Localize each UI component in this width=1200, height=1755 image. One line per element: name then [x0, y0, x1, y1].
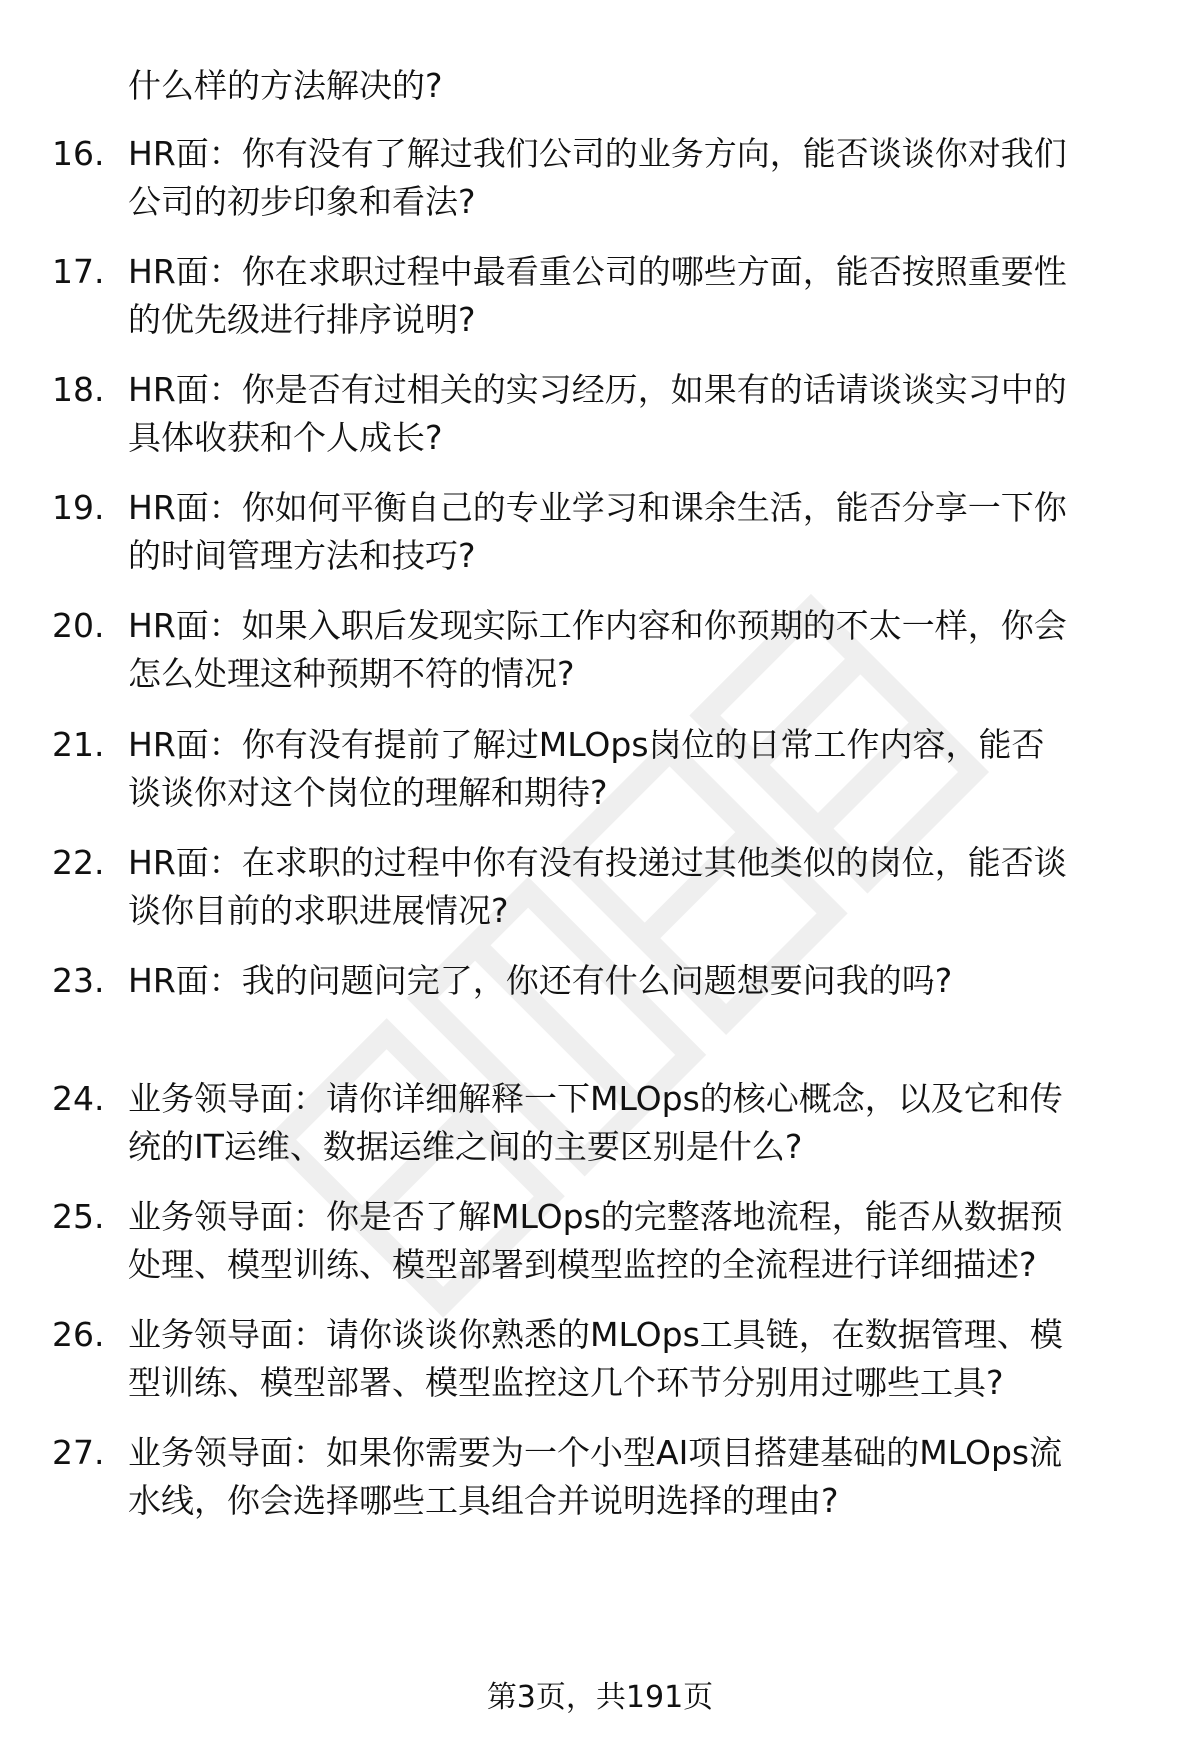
question-line-2: 处理、模型训练、模型部署到模型监控的全流程进行详细描述? [128, 1245, 1037, 1284]
question-number: 20. [52, 606, 105, 645]
question-number: 25. [52, 1197, 105, 1236]
question-line-1: HR面：我的问题问完了，你还有什么问题想要问我的吗? [128, 961, 953, 1000]
page-footer: 第3页，共191页 [486, 1680, 714, 1715]
question-line-2: 谈谈你对这个岗位的理解和期待? [128, 773, 608, 812]
question-line-1: HR面：你在求职过程中最看重公司的哪些方面，能否按照重要性 [128, 252, 1067, 291]
question-line-2: 的优先级进行排序说明? [128, 300, 476, 339]
question-text [128, 484, 1158, 580]
question-line-2: 统的IT运维、数据运维之间的主要区别是什么? [128, 1127, 803, 1166]
question-line-1: 业务领导面：你是否了解MLOps的完整落地流程，能否从数据预 [128, 1197, 1063, 1236]
question-number: 24. [52, 1079, 105, 1118]
question-text [128, 1311, 1158, 1407]
question-line-2: 谈你目前的求职进展情况? [128, 891, 509, 930]
question-number: 26. [52, 1315, 105, 1354]
question-line-2: 的时间管理方法和技巧? [128, 536, 476, 575]
question-number: 23. [52, 961, 105, 1000]
question-line-1: HR面：你如何平衡自己的专业学习和课余生活，能否分享一下你 [128, 488, 1067, 527]
question-line-1: 业务领导面：请你谈谈你熟悉的MLOps工具链，在数据管理、模 [128, 1315, 1063, 1354]
question-line-2: 具体收获和个人成长? [128, 418, 443, 457]
question-number: 22. [52, 843, 105, 882]
question-line-2: 水线，你会选择哪些工具组合并说明选择的理由? [128, 1481, 839, 1520]
question-text [128, 721, 1158, 817]
question-number: 27. [52, 1433, 105, 1472]
question-text [128, 366, 1158, 462]
question-line-2: 怎么处理这种预期不符的情况? [128, 654, 575, 693]
question-line-1: HR面：你是否有过相关的实习经历，如果有的话请谈谈实习中的 [128, 370, 1067, 409]
question-number: 16. [52, 134, 105, 173]
question-text [128, 130, 1158, 226]
question-text [128, 1429, 1158, 1525]
question-text [128, 1193, 1158, 1289]
question-line-2: 公司的初步印象和看法? [128, 182, 476, 221]
question-line-1: 业务领导面：请你详细解释一下MLOps的核心概念，以及它和传 [128, 1079, 1063, 1118]
question-text [128, 839, 1158, 935]
question-line-1: HR面：在求职的过程中你有没有投递过其他类似的岗位，能否谈 [128, 843, 1067, 882]
question-line-1: HR面：如果入职后发现实际工作内容和你预期的不太一样，你会 [128, 606, 1067, 645]
question-line-2: 型训练、模型部署、模型监控这几个环节分别用过哪些工具? [128, 1363, 1004, 1402]
continuation-line: 什么样的方法解决的? [128, 66, 443, 105]
question-line-1: 业务领导面：如果你需要为一个小型AI项目搭建基础的MLOps流 [128, 1433, 1063, 1472]
question-line-1: HR面：你有没有提前了解过MLOps岗位的日常工作内容，能否 [128, 725, 1045, 764]
question-number: 18. [52, 370, 105, 409]
question-text [128, 957, 1158, 1005]
question-line-1: HR面：你有没有了解过我们公司的业务方向，能否谈谈你对我们 [128, 134, 1067, 173]
question-number: 21. [52, 725, 105, 764]
question-text [128, 1075, 1158, 1171]
question-text [128, 248, 1158, 344]
question-number: 17. [52, 252, 105, 291]
question-number: 19. [52, 488, 105, 527]
question-text [128, 602, 1158, 698]
